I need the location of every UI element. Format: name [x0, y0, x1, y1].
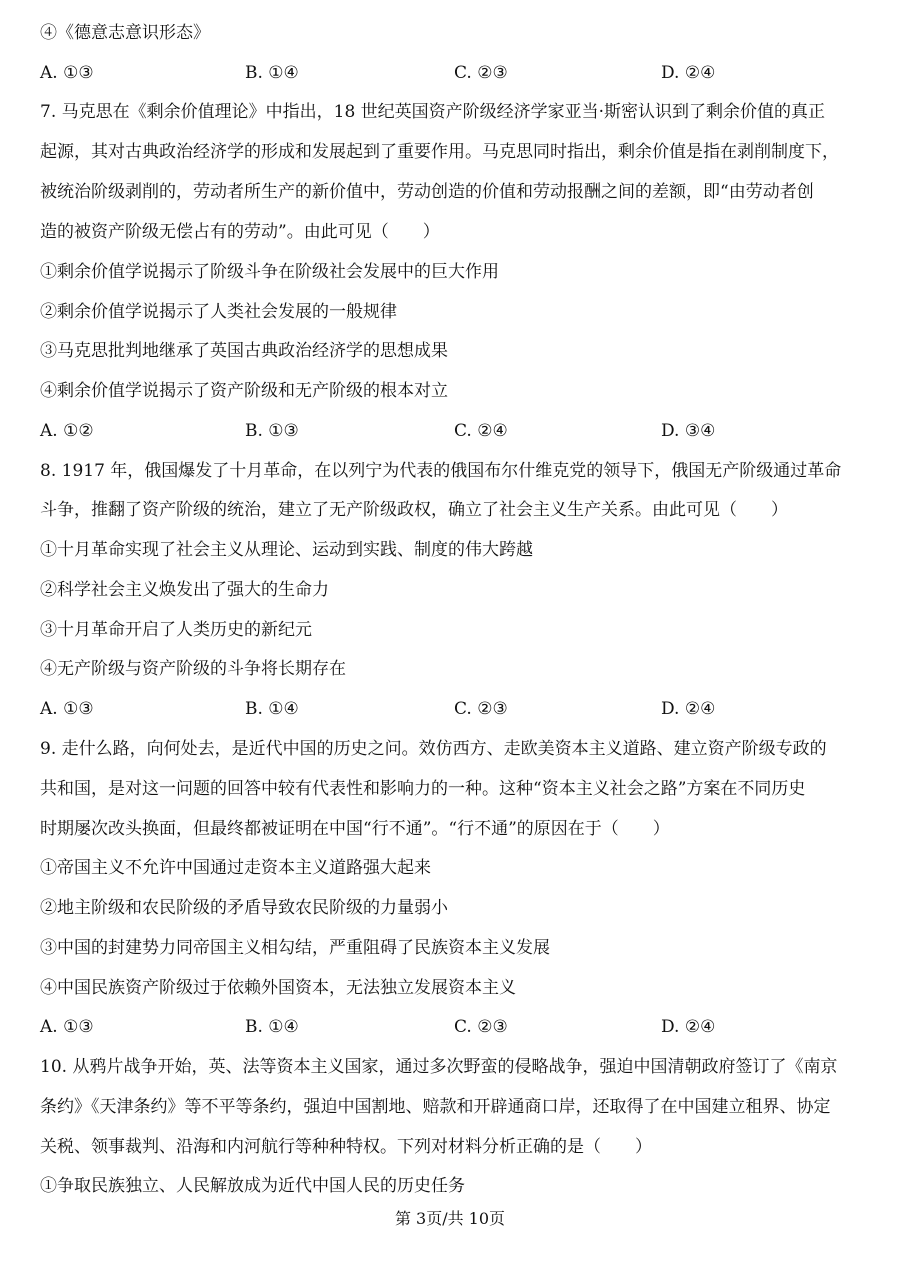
question-8-stem-line: 8. 1917 年，俄国爆发了十月革命，在以列宁为代表的俄国布尔什维克党的领导下，俄国无产阶级通过革命	[40, 461, 842, 481]
question-7-stem-line: 起源，其对古典政治经济学的形成和发展起到了重要作用。马克思同时指出，剩余价值是指在剥削制度下，	[40, 142, 839, 162]
question-9-options	[40, 1016, 870, 1038]
question-7-item: ①剩余价值学说揭示了阶级斗争在阶级社会发展中的巨大作用	[40, 262, 499, 282]
answer-option-c[interactable]: C. ②③	[454, 63, 508, 83]
question-10-item: ①争取民族独立、人民解放成为近代中国人民的历史任务	[40, 1176, 465, 1196]
answer-option-b[interactable]: B. ①③	[245, 421, 299, 441]
page-footer: 第 3页/共 10页	[394, 1209, 506, 1228]
question-7-options	[40, 420, 870, 442]
question-9-stem-line: 共和国，是对这一问题的回答中较有代表性和影响力的一种。这种“资本主义社会之路”方案在不同历史	[40, 779, 806, 799]
answer-option-a[interactable]: A. ①③	[40, 1017, 94, 1037]
question-9-item: ①帝国主义不允许中国通过走资本主义道路强大起来	[40, 858, 431, 878]
answer-option-a[interactable]: A. ①②	[40, 421, 94, 441]
question-10-stem-line: 条约》《天津条约》等不平等条约，强迫中国割地、赔款和开辟通商口岸，还取得了在中国建立租界、协定	[40, 1097, 831, 1117]
question-9-item: ④中国民族资产阶级过于依赖外国资本，无法独立发展资本主义	[40, 978, 516, 998]
answer-options	[40, 62, 870, 84]
answer-option-d[interactable]: D. ②④	[661, 63, 716, 83]
answer-option-b[interactable]: B. ①④	[245, 63, 299, 83]
answer-option-d[interactable]: D. ②④	[661, 1017, 716, 1037]
question-8-item: ③十月革命开启了人类历史的新纪元	[40, 620, 312, 640]
answer-option-a[interactable]: A. ①③	[40, 63, 94, 83]
answer-option-b[interactable]: B. ①④	[245, 699, 299, 719]
question-8-item: ②科学社会主义焕发出了强大的生命力	[40, 580, 329, 600]
question-8-item: ④无产阶级与资产阶级的斗争将长期存在	[40, 659, 346, 679]
question-9-item: ③中国的封建势力同帝国主义相勾结，严重阻碍了民族资本主义发展	[40, 938, 550, 958]
question-7-stem-line: 造的被资产阶级无偿占有的劳动”。由此可见（ ）	[40, 222, 440, 242]
answer-option-d[interactable]: D. ③④	[661, 421, 716, 441]
option-item: ④《德意志意识形态》	[40, 23, 210, 43]
answer-option-c[interactable]: C. ②③	[454, 1017, 508, 1037]
question-7-item: ④剩余价值学说揭示了资产阶级和无产阶级的根本对立	[40, 381, 448, 401]
answer-option-c[interactable]: C. ②④	[454, 421, 508, 441]
answer-option-b[interactable]: B. ①④	[245, 1017, 299, 1037]
question-7-item: ②剩余价值学说揭示了人类社会发展的一般规律	[40, 302, 397, 322]
answer-option-c[interactable]: C. ②③	[454, 699, 508, 719]
question-10-stem-line: 关税、领事裁判、沿海和内河航行等种种特权。下列对材料分析正确的是（ ）	[40, 1137, 652, 1157]
question-8-options	[40, 698, 870, 720]
answer-option-d[interactable]: D. ②④	[661, 699, 716, 719]
question-8-item: ①十月革命实现了社会主义从理论、运动到实践、制度的伟大跨越	[40, 540, 533, 560]
question-9-item: ②地主阶级和农民阶级的矛盾导致农民阶级的力量弱小	[40, 898, 448, 918]
question-9-stem-line: 9. 走什么路，向何处去，是近代中国的历史之问。效仿西方、走欧美资本主义道路、建立资产阶级专政的	[40, 739, 827, 759]
question-7-stem-line: 被统治阶级剥削的，劳动者所生产的新价值中，劳动创造的价值和劳动报酬之间的差额，即“由劳动者创	[40, 182, 814, 202]
question-10-stem-line: 10. 从鸦片战争开始，英、法等资本主义国家，通过多次野蛮的侵略战争，强迫中国清朝政府签订了《南京	[40, 1057, 838, 1077]
question-8-stem-line: 斗争，推翻了资产阶级的统治，建立了无产阶级政权，确立了社会主义生产关系。由此可见（ ）	[40, 500, 788, 520]
question-9-stem-line: 时期屡次改头换面，但最终都被证明在中国“行不通”。“行不通”的原因在于（ ）	[40, 819, 670, 839]
answer-option-a[interactable]: A. ①③	[40, 699, 94, 719]
question-7-stem-line: 7. 马克思在《剩余价值理论》中指出，18 世纪英国资产阶级经济学家亚当·斯密认识到了剩余价值的真正	[40, 102, 826, 122]
question-7-item: ③马克思批判地继承了英国古典政治经济学的思想成果	[40, 341, 448, 361]
